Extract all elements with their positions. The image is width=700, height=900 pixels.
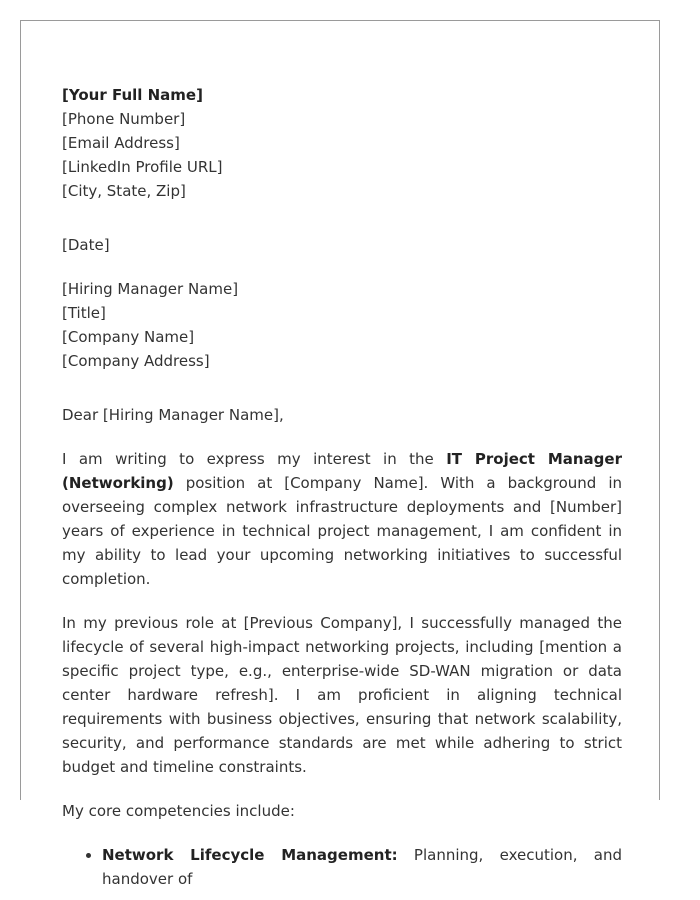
sender-phone: [Phone Number] [62,110,186,128]
salutation: Dear [Hiring Manager Name], [62,406,284,424]
competencies-intro: My core competencies include: [62,802,295,820]
letter-page [20,20,660,888]
paragraph-intro-post: position at [Company Name]. With a background in overseeing complex network infrastructure deployments and [Number] years of experience in technical project management, I am confident in my ability to lead your upcoming networking initiatives to successful completion. [62,474,622,588]
competency-item [102,843,622,891]
paragraph-experience: In my previous role at [Previous Company], I successfully managed the lifecycle of several high-impact networking projects, including [mention a specific project type, e.g., enterprise-wide SD-WAN migration or data center hardware refresh]. I am proficient in aligning technical requirements with business objectives, ensuring that network scalability, security, and performance standards are met while adhering to strict budget and timeline constraints. [62,614,622,776]
letter-body [62,83,622,891]
sender-block [62,83,622,203]
sender-full-name: [Your Full Name] [62,86,203,104]
job-role: IT Project Manager (Networking) [62,450,622,492]
competency-title: Network Lifecycle Management: [102,846,398,864]
sender-linkedin: [LinkedIn Profile URL] [62,158,223,176]
recipient-title: [Title] [62,304,106,322]
recipient-hiring-manager: [Hiring Manager Name] [62,280,239,298]
sender-city-state-zip: [City, State, Zip] [62,182,186,200]
paragraph-intro-pre: I am writing to express my interest in the [62,450,447,468]
recipient-block [62,277,622,373]
competency-text: Planning, execution, and handover of [102,846,622,888]
recipient-company-name: [Company Name] [62,328,195,346]
competencies-list [62,843,622,891]
paragraph-intro [62,447,622,591]
letter-date: [Date] [62,236,110,254]
sender-email: [Email Address] [62,134,180,152]
recipient-company-address: [Company Address] [62,352,210,370]
